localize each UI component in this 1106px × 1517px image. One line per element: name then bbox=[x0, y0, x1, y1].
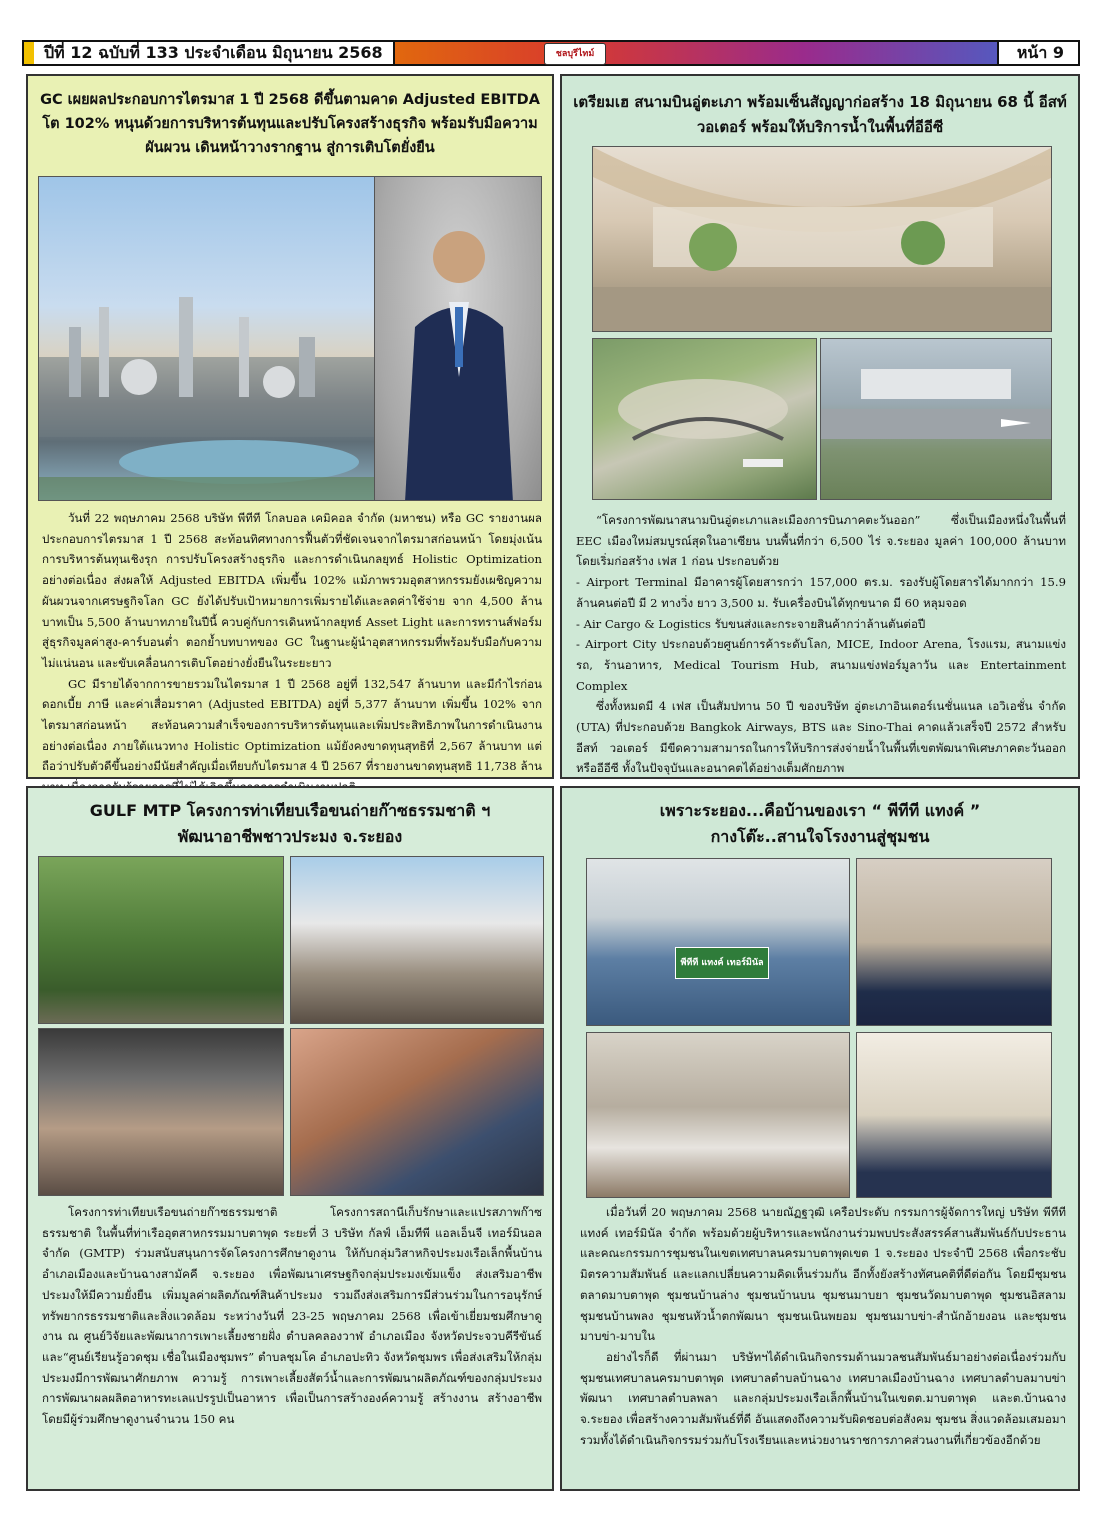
speaker-microphone-photo bbox=[856, 1032, 1052, 1198]
article-utapao-para2: ซึ่งทั้งหมดมี 4 เฟส เป็นสัมปทาน 50 ปี ของบริษัท อู่ตะเภาอินเตอร์เนชั่นแนล เอวิเอชั่น จำกัด (UTA) ที่ประกอบด้วย Bangkok Airways, BTS และ Sino-Thai คาดแล้วเสร็จปี 2572 สำหรับอีสท์ วอเตอร์ มีขีดความสามารถในการให้บริการส่งจ่ายน้ำในพื้นที่เขตพัฒนาพิเศษภาคตะวันออกหรืออีอีซี ทั้งในปัจจุบันและอนาคตได้อย่างเต็มศักยภาพ bbox=[576, 699, 1066, 776]
article-ptt-body bbox=[580, 1202, 1066, 1450]
apron-illustration bbox=[821, 339, 1052, 500]
article-gulf bbox=[26, 786, 554, 1491]
dinner-photo bbox=[586, 1032, 850, 1198]
article-gc-headline: GC เผยผลประกอบการไตรมาส 1 ปี 2568 ดีขึ้นตามคาด Adjusted EBITDA โต 102% หนุนด้วยการบริหารต้นทุนและปรับโครงสร้างธุรกิจ พร้อมรับมือความผันผวน เดินหน้าวางรากฐาน สู่การเติบโตยั่งยืน bbox=[40, 92, 540, 156]
community-group-photo bbox=[586, 858, 850, 1026]
executive-portrait-photo bbox=[374, 176, 542, 501]
article-utapao bbox=[560, 74, 1080, 779]
article-utapao-item2: - Air Cargo & Logistics รับขนส่งและกระจายสินค้ากว่าล้านตันต่อปี bbox=[576, 616, 926, 631]
group-photo-hall bbox=[38, 1028, 284, 1196]
article-utapao-item3: - Airport City ประกอบด้วยศูนย์การค้าระดับโลก, MICE, Indoor Arena, โรงแรม, สนามแข่งรถ, ร้านอาหาร, Medical Tourism Hub, สนามแข่งฟอร์มูลาวัน และ Entertainment Complex bbox=[576, 637, 1066, 693]
article-ptt-para2: อย่างไรก็ดี ที่ผ่านมา บริษัทฯได้ดำเนินกิจกรรมด้านมวลชนสัมพันธ์มาอย่างต่อเนื่องร่วมกับชุมชนเทศบาลนครมาบตาพุด เทศบาลตำบลบ้านฉาง เทศบาลเมืองบ้านฉาง เทศบาลตำบลมาบข่าพัฒนา เทศบาลตำบลพลา และกลุ่มประมงเรือเล็กพื้นบ้านในเขตต.มาบตาพุด และต.บ้านฉาง จ.ระยอง เพื่อสร้างความสัมพันธ์ที่ดี อันแสดงถึงความรับผิดชอบต่อสังคม ชุมชน สิ่งแวดล้อมเสมอมา รวมทั้งได้ดำเนินกิจกรรมร่วมกับโรงเรียนและหน่วยงานราชการภาคส่วนงานที่เกี่ยวข้องอีกด้วย bbox=[580, 1349, 1066, 1447]
article-utapao-headline: เตรียมเฮ สนามบินอู่ตะเภา พร้อมเซ็นสัญญาก่อสร้าง 18 มิถุนายน 68 นี้ อีสท์ วอเตอร์ พร้อมให้บริการน้ำในพื้นที่อีอีซี bbox=[573, 93, 1067, 136]
event-banner: พีทีที แทงค์ เทอร์มินัล bbox=[675, 947, 769, 979]
group-photo-forest bbox=[38, 856, 284, 1024]
article-gulf-headline: GULF MTP โครงการท่าเทียบเรือขนถ่ายก๊าซธรรมชาติ ฯ พัฒนาอาชีพชาวประมง จ.ระยอง bbox=[89, 801, 491, 846]
aerial-illustration bbox=[593, 339, 817, 500]
article-gc-para2: GC มีรายได้จากการขายรวมในไตรมาส 1 ปี 2568 อยู่ที่ 132,547 ล้านบาท และมีกำไรก่อนดอกเบี้ย ภาษี และค่าเสื่อมราคา (Adjusted EBITDA) อยู่ที่ 5,377 ล้านบาท เพิ่มขึ้น 102% จากไตรมาสก่อนหน้า สะท้อนความสำเร็จของการบริหารต้นทุนและเพิ่มประสิทธิภาพในการดำเนินงานอย่างต่อเนื่อง ภายใต้แนวทาง Holistic Optimization แม้ยังคงขาดทุนสุทธิที่ 2,567 ล้านบาท แต่ถือว่าปรับตัวดีขึ้นอย่างมีนัยสำคัญเมื่อเทียบกับไตรมาส 4 ปี 2567 ที่รายงานขาดทุนสุทธิ 11,738 ล้าน bbox=[42, 676, 542, 774]
person-silhouette bbox=[375, 177, 542, 501]
article-utapao-para1: “โครงการพัฒนาสนามบินอู่ตะเภาและเมืองการบินภาคตะวันออก” ซึ่งเป็นเมืองหนึ่งในพื้นที่ EEC เมืองใหม่สมบูรณ์สุดในอาเซียน บนพื้นที่กว่า 6,500 ไร่ จ.ระยอง มูลค่า 100,000 ล้านบาท โดยเริ่มก่อสร้าง เฟส 1 ก่อน ประกอบด้วย bbox=[576, 513, 1066, 569]
article-gc bbox=[26, 74, 554, 779]
refinery-photo bbox=[38, 176, 388, 501]
refinery-illustration bbox=[39, 177, 388, 501]
speaker-photo bbox=[856, 858, 1052, 1026]
page-header bbox=[22, 40, 1080, 66]
article-gc-para1: วันที่ 22 พฤษภาคม 2568 บริษัท พีทีที โกลบอล เคมิคอล จำกัด (มหาชน) หรือ GC รายงานผลประกอบการไตรมาส 1 ปี 2568 สะท้อนทิศทางการฟื้นตัวที่ชัดเจนจากไตรมาสก่อนหน้า โดยมุ่งเน้นการบริหารต้นทุนเชิงรุก การปรับโครงสร้างธุรกิจ และการดำเนินกลยุทธ์ Holistic Optimization อย่างต่อเนื่อง ส่งผลให้ Adjusted EBITDA เพิ่มขึ้น 102% แม้ภาพรวมอุตสาหกรรมยังเผชิญความผันผวนจากเศรษฐกิจโลก GC ยังได้ปรับเป้าหมายการเพิ่มรายได้และลดค่าใช้จ่าย จาก 4,500 ล้านบาทเป็น 5,500 ล้านบาทภายในปีนี้ ควบคู่กับการเดินหน้ากลยุทธ์ Asset Light และการทรานส์ฟอร์มสู่ธุรกิจมูลค่าสูง-คาร์บอนต่ำ ตอกย้ำบทบาทของ GC ในฐานะผู้นำอุตสาหกรรมที่พร้อมรับมือกับความไม่แน่นอน และขับเคลื่อนการเติบโตอย่างยั่งยืนในระยะยาว bbox=[42, 511, 542, 670]
issue-info: ปีที่ 12 ฉบับที่ 133 ประจำเดือน มิถุนายน 2568 bbox=[34, 42, 395, 64]
article-ptt-headline-2: กางโต๊ะ..สานใจโรงงานสู่ชุมชน bbox=[710, 827, 930, 846]
article-gulf-body bbox=[42, 1202, 542, 1430]
product-demo-photo bbox=[290, 1028, 544, 1196]
article-gc-body bbox=[42, 508, 542, 798]
airport-city-aerial-photo bbox=[592, 338, 817, 500]
article-gulf-para1: โครงการท่าเทียบเรือขนถ่ายก๊าซธรรมชาติ โครงการสถานีเก็บรักษาและแปรสภาพก๊าซธรรมชาติ ในพื้นที่ท่าเรืออุตสาหกรรมมาบตาพุด ระยะที่ 3 บริษัท กัลฟ์ เอ็มทีพี แอลเอ็นจี เทอร์มินอล จำกัด (GMTP) ร่วมสนับสนุนการจัดโครงการศึกษาดูงาน ให้กับกลุ่มวิสาหกิจประมงเรือเล็กพื้นบ้านอำเภอเมืองและบ้านฉางสามัคคี จ.ระยอง เพื่อพัฒนาเศรษฐกิจกลุ่มประมงเข้มแข็ง ส่งเสริมอาชีพประมงให้มีความยั่งยืน เพิ่มมูลค่าผลิตภัณฑ์สินค้าประมง รวมถึงส่งเสริมการมีส่วนร่วมในการอนุรักษ์ทรัพยากรธรรมชาติและสิ่งแวดล้อม ระหว่างวันที่ 23-25 พฤษภาคม 2568 เพื่อเข้าเยี่ยมชมศึกษาดูงาน ณ ศูนย์วิจัยและพัฒนาการเพาะเลี้ยงชายฝั่ง ตำบลคลองวาฬ อำเภอเมือง จังหวัดประจวบคีรีขันธ์ และ“ศูนย์เรียนรู้อวดชุม เชื่อในเมืองชุมพร” ตำบลชุมโค อำเภอปะทิว จังหวัดชุมพร เพื่อส่งเสริมให้กลุ่มประมงมีการพัฒนาศักยภาพ ความรู้ การเพาะเลี้ยงสัตว์น้ำและการพัฒนาผลิตภัณฑ์ของกลุ่มประมง การพัฒนาผลผลิตอาหารทะเลแปรรูปเป็นอาหาร เพื่อเป็นการสร้างองค์ความรู้ สร้างงาน สร้างอาชีพ โดยมีผู้ร่วมศึกษาดูงานจำนวน 150 คน bbox=[42, 1205, 542, 1427]
terminal-illustration bbox=[593, 147, 1052, 332]
airport-terminal-photo bbox=[592, 146, 1052, 332]
article-ptt-para1: เมื่อวันที่ 20 พฤษภาคม 2568 นายณัฏฐวุฒิ เครือประดับ กรรมการผู้จัดการใหญ่ บริษัท พีทีที แทงค์ เทอร์มินัล จำกัด พร้อมด้วยผู้บริหารและพนักงานร่วมพบประสังสรรค์สานสัมพันธ์กับประธานและคณะกรรมการชุมชนในเขตเทศบาลนครมาบตาพุดเขต 1 จ.ระยอง ประจำปี 2568 เพื่อกระชับมิตรความสัมพันธ์ และแลกเปลี่ยนความคิดเห็นร่วมกัน อีกทั้งยังสร้างทัศนคติที่ดีต่อกัน โดยมีชุมชนตลาดมาบตาพุด ชุมชนบ้านล่าง ชุมชนบ้านบน ชุมชนมาบยา ชุมชนวัดมาบตาพุด ชุมชนอิสลาม ชุมชนบ้านพลง ชุมชนหัวน้ำตกพัฒนา ชุมชนเนินพยอม ชุมชนมาบข่า-สำนักอ้ายงอน และชุมชนมาบข่า-มาบใน bbox=[580, 1205, 1066, 1344]
article-ptt-headline-1: เพราะระยอง...คือบ้านของเรา “ พีทีที แทงค์ ” bbox=[659, 801, 981, 820]
airport-apron-aerial-photo bbox=[820, 338, 1052, 500]
page-number: หน้า 9 bbox=[997, 42, 1078, 64]
article-utapao-body bbox=[576, 510, 1066, 779]
group-photo-beach bbox=[290, 856, 544, 1024]
article-ptt-tank bbox=[560, 786, 1080, 1491]
newspaper-logo: ชลบุรีไทม์ bbox=[544, 43, 606, 65]
article-utapao-item1: - Airport Terminal มีอาคารผู้โดยสารกว่า 157,000 ตร.ม. รองรับผู้โดยสารได้มากกว่า 15.9 ล้านคนต่อปี มี 2 ทางวิ่ง ยาว 3,500 ม. รับเครื่องบินได้ทุกขนาด มี 60 หลุมจอด bbox=[576, 575, 1066, 610]
